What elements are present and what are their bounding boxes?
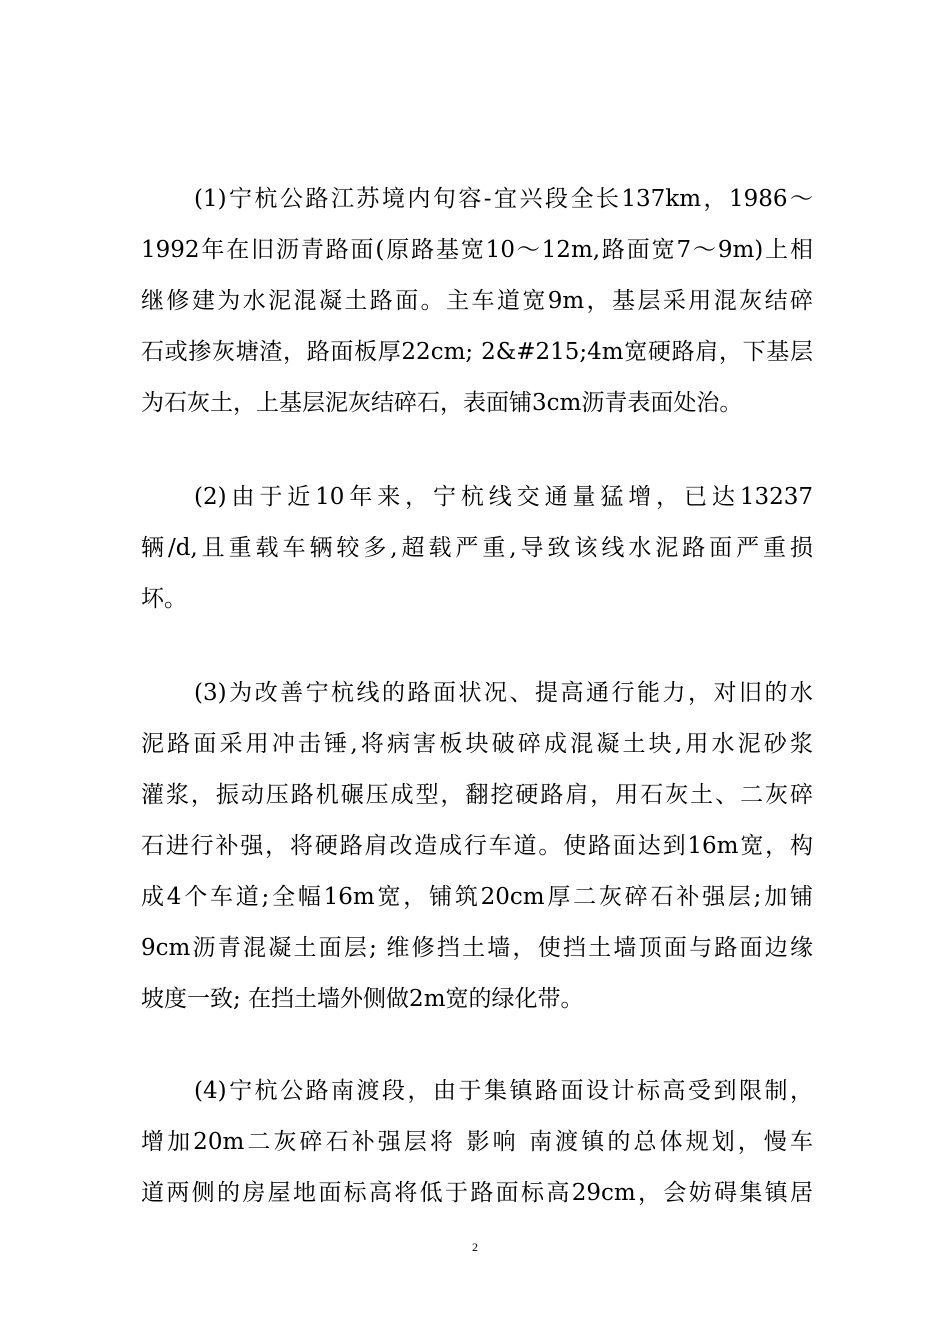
paragraph-line: 石进行补强，将硬路肩改造成行车道。使路面达到16m宽，构 xyxy=(141,833,813,859)
paragraph-line: 坏。 xyxy=(141,586,187,612)
paragraph-line: 泥路面采用冲击锤,将病害板块破碎成混凝土块,用水泥砂浆 xyxy=(141,731,813,757)
paragraph-4 xyxy=(141,1066,813,1219)
paragraph-line: 为石灰土，上基层泥灰结碎石，表面铺3cm沥青表面处治。 xyxy=(141,390,743,416)
paragraph-line: 9cm沥青混凝土面层; 维修挡土墙，使挡土墙顶面与路面边缘 xyxy=(141,935,813,961)
paragraph-line: (4)宁杭公路南渡段，由于集镇路面设计标高受到限制， xyxy=(194,1078,813,1104)
paragraph-line: 坡度一致; 在挡土墙外侧做2m宽的绿化带。 xyxy=(141,986,584,1012)
paragraph-line: 继修建为水泥混凝土路面。主车道宽9m，基层采用混灰结碎 xyxy=(141,288,813,314)
paragraph-3 xyxy=(141,668,813,1025)
paragraph-2 xyxy=(141,472,813,625)
paragraph-line: (2)由于近10年来，宁杭线交通量猛增，已达13237 xyxy=(194,484,813,510)
paragraph-line: 辆/d,且重载车辆较多,超载严重,导致该线水泥路面严重损 xyxy=(141,535,813,561)
paragraph-1 xyxy=(141,174,813,429)
paragraph-line: (3)为改善宁杭线的路面状况、提高通行能力，对旧的水 xyxy=(194,680,813,706)
paragraph-line: 增加20m二灰碎石补强层将 影响 南渡镇的总体规划，慢车 xyxy=(141,1129,813,1155)
paragraph-line: 成4个车道;全幅16m宽，铺筑20cm厚二灰碎石补强层;加铺 xyxy=(141,884,813,910)
paragraph-line: 1992年在旧沥青路面(原路基宽10～12m,路面宽7～9m)上相 xyxy=(141,237,813,263)
paragraph-line: (1)宁杭公路江苏境内句容-宜兴段全长137km，1986～ xyxy=(194,186,813,212)
paragraph-line: 道两侧的房屋地面标高将低于路面标高29cm，会妨碍集镇居 xyxy=(141,1180,813,1206)
page-number: 2 xyxy=(472,1240,478,1254)
paragraph-line: 灌浆，振动压路机碾压成型，翻挖硬路肩，用石灰土、二灰碎 xyxy=(141,782,813,808)
paragraph-line: 石或掺灰塘渣，路面板厚22cm; 2&#215;4m宽硬路肩，下基层 xyxy=(141,339,813,365)
